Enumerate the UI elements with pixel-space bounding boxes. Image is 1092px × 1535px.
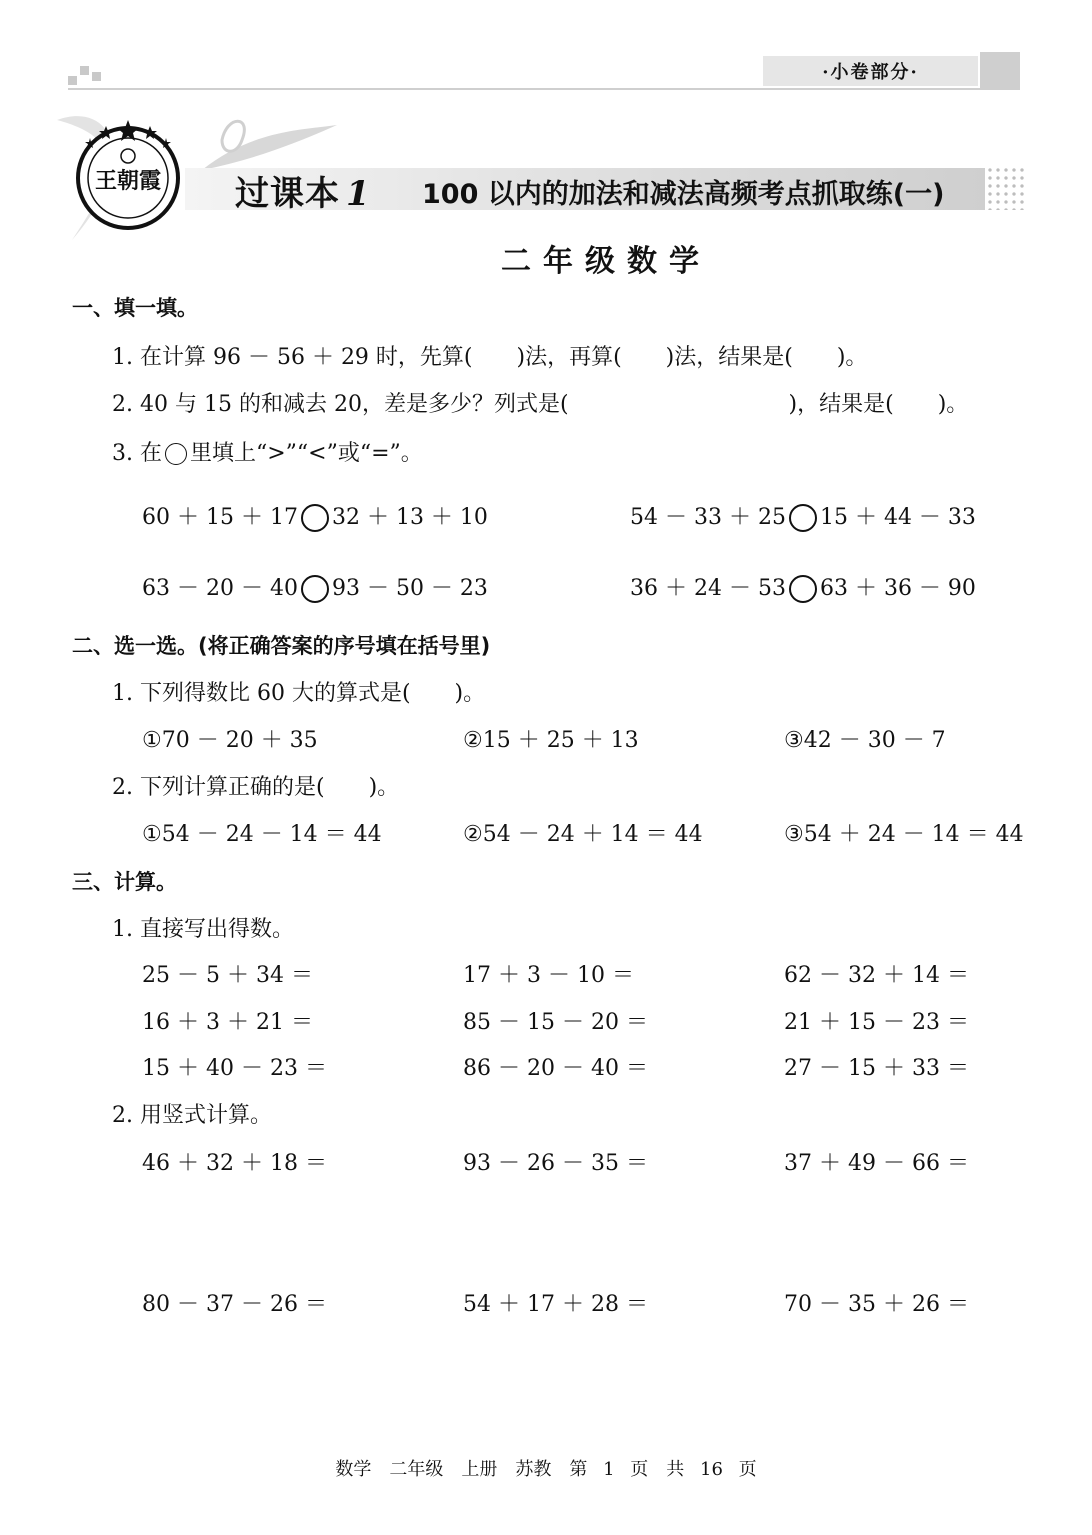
lesson-number: 1 [346,174,371,214]
compare-item: 36 ＋ 24 － 53 63 ＋ 36 － 90 [630,576,976,601]
calc-item: 62 － 32 ＋ 14 ＝ [784,963,969,988]
calc-item: 85 － 15 － 20 ＝ [463,1010,648,1035]
calc-item: 21 ＋ 15 － 23 ＝ [784,1010,969,1035]
section-heading-1: 一、填一填。 [72,296,198,320]
checker-decoration [986,166,1026,210]
decor-square [80,66,89,75]
calc-item: 25 － 5 ＋ 34 ＝ [142,963,313,988]
option-item: ③54 ＋ 24 － 14 ＝ 44 [784,822,1024,847]
answer-circle[interactable] [301,504,329,532]
question-2-1: 1. 下列得数比 60 大的算式是( )。 [112,681,486,706]
option-item: ②15 ＋ 25 ＋ 13 [463,728,639,753]
section-heading-2: 二、选一选。(将正确答案的序号填在括号里) [72,634,491,658]
section-tag-cap [980,52,1020,88]
calc-item: 27 － 15 ＋ 33 ＝ [784,1056,969,1081]
calc-item: 15 ＋ 40 － 23 ＝ [142,1056,327,1081]
circle-icon [165,443,187,465]
page-footer: 数学 二年级 上册 苏教 第 1 页 共 16 页 [335,1459,757,1480]
calc-item: 93 － 26 － 35 ＝ [463,1151,648,1176]
decor-square [68,76,77,85]
option-item: ③42 － 30 － 7 [784,728,946,753]
answer-circle[interactable] [301,575,329,603]
logo-text: 王朝霞 [94,168,162,194]
option-item: ②54 － 24 ＋ 14 ＝ 44 [463,822,703,847]
calc-item: 37 ＋ 49 － 66 ＝ [784,1151,969,1176]
brand-logo [72,118,184,230]
calc-item: 80 － 37 － 26 ＝ [142,1292,327,1317]
calc-item: 70 － 35 ＋ 26 ＝ [784,1292,969,1317]
option-item: ①54 － 24 － 14 ＝ 44 [142,822,382,847]
calc-item: 54 ＋ 17 ＋ 28 ＝ [463,1292,648,1317]
compare-item: 63 － 20 － 40 93 － 50 － 23 [142,576,488,601]
page-title: 过课本 1 [235,174,371,214]
compare-item: 54 － 33 ＋ 25 15 ＋ 44 － 33 [630,505,976,530]
calc-item: 16 ＋ 3 ＋ 21 ＝ [142,1010,313,1035]
question-1-3: 3. 在 里填上“>”“<”或“=”。 [112,441,423,466]
section-tag: ·小卷部分· [763,56,978,86]
question-1-1: 1. 在计算 96 － 56 ＋ 29 时，先算( )法，再算( )法，结果是( )。 [112,345,868,370]
question-3-1: 1. 直接写出得数。 [112,917,294,942]
calc-item: 17 ＋ 3 － 10 ＝ [463,963,634,988]
compare-item: 60 ＋ 15 ＋ 17 32 ＋ 13 ＋ 10 [142,505,488,530]
calc-item: 86 － 20 － 40 ＝ [463,1056,648,1081]
section-heading-3: 三、计算。 [72,870,177,894]
question-1-2: 2. 40 与 15 的和减去 20，差是多少？列式是( )，结果是( )。 [112,392,969,417]
page-subtitle: 100 以内的加法和减法高频考点抓取练(一) [422,179,945,210]
question-3-2: 2. 用竖式计算。 [112,1103,272,1128]
subject-heading: 二年级数学 [501,244,711,279]
header-rule [68,88,1020,90]
answer-circle[interactable] [789,575,817,603]
answer-circle[interactable] [789,504,817,532]
calc-item: 46 ＋ 32 ＋ 18 ＝ [142,1151,327,1176]
option-item: ①70 － 20 ＋ 35 [142,728,318,753]
decor-square [92,72,101,81]
question-2-2: 2. 下列计算正确的是( )。 [112,775,400,800]
